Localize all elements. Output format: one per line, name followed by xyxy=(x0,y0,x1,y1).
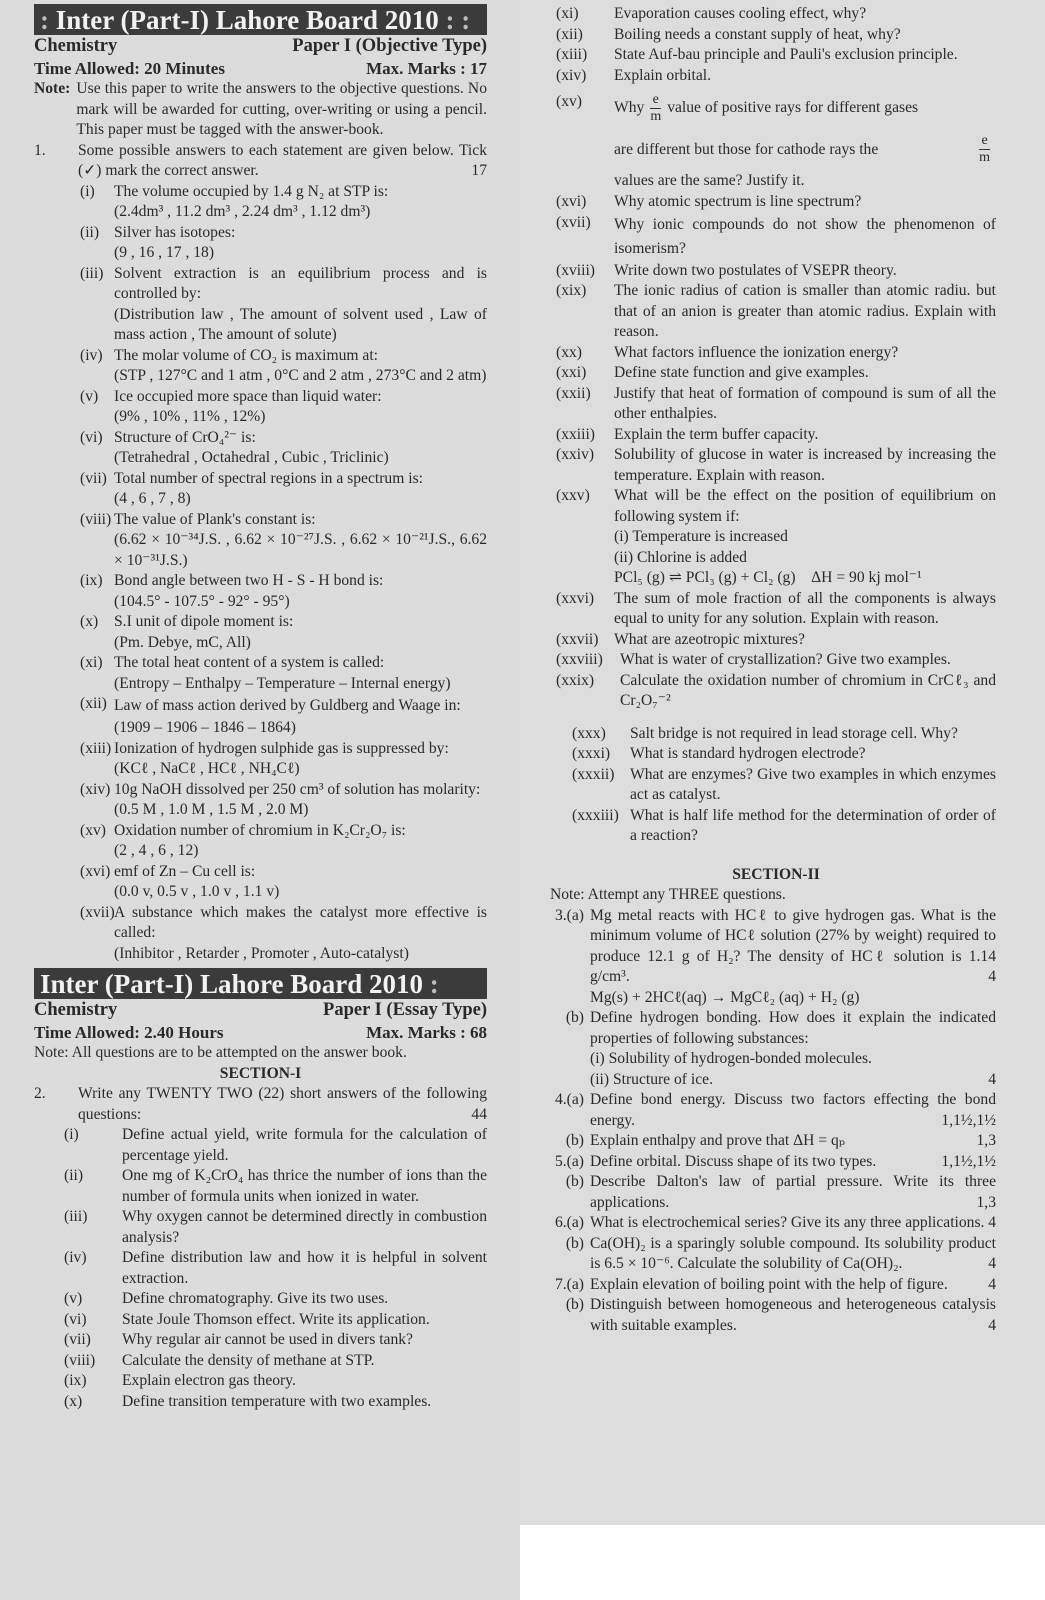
sq-number: (xiii) xyxy=(556,46,588,63)
mcq-stem: The volume occupied by 1.4 g N₂ at STP is: xyxy=(114,182,389,200)
short-question xyxy=(64,1289,487,1310)
sq-text: Calculate the density of methane at STP. xyxy=(122,1351,375,1369)
objective-time: Time Allowed: 20 Minutes xyxy=(34,59,225,78)
lq-body xyxy=(590,1172,996,1213)
lq-number: (b) xyxy=(565,1296,584,1313)
short-question xyxy=(64,1125,487,1166)
lq-marks: 1,3 xyxy=(976,1193,996,1211)
lq-number: 3.(a) xyxy=(554,906,584,924)
short-question xyxy=(64,1371,487,1392)
mcq-number: (v) xyxy=(80,387,99,405)
sq-text: The sum of mole fraction of all the components is always equal to unity for any solution. Explain with reason. xyxy=(614,589,996,627)
mcq-options: (9% , 10% , 11% , 12%) xyxy=(114,408,266,425)
lq-text: What is electrochemical series? Give its any three applications. xyxy=(590,1214,985,1231)
mcq-number: (i) xyxy=(80,182,95,200)
mcq-stem: The value of Plank's constant is: xyxy=(114,510,316,528)
right-column xyxy=(550,4,996,1336)
sq-number: (xxi) xyxy=(556,364,587,381)
lq-marks: 4 xyxy=(988,1275,996,1293)
q1-marks: 17 xyxy=(471,162,487,179)
mcq-list xyxy=(34,182,487,965)
short-question xyxy=(556,589,996,630)
fraction-denominator: m xyxy=(650,109,662,124)
mcq-options: (0.0 v, 0.5 v , 1.0 v , 1.1 v) xyxy=(114,883,280,900)
mcq-item xyxy=(80,428,487,469)
sq-text: Define chromatography. Give its two uses. xyxy=(122,1290,389,1307)
sq-number: (xii) xyxy=(556,25,583,43)
short-question xyxy=(556,384,996,425)
sq-number: (xxxi) xyxy=(572,745,611,762)
mcq-number: (iii) xyxy=(80,264,104,282)
lq-number: 7.(a) xyxy=(554,1275,584,1293)
lq-body xyxy=(590,1234,996,1275)
sq-number: (xxx) xyxy=(572,724,606,742)
lq-text: Explain elevation of boiling point with the help of figure. xyxy=(590,1275,948,1293)
short-question-list-left xyxy=(34,1125,487,1412)
mcq-stem: Bond angle between two H - S - H bond is: xyxy=(114,572,384,589)
long-question xyxy=(544,1234,996,1275)
objective-banner: : Inter (Part-I) Lahore Board 2010 : : xyxy=(34,4,487,35)
sq-number: (v) xyxy=(64,1290,83,1307)
sq-number: (xv) xyxy=(556,93,582,110)
sq-number: (xxix) xyxy=(556,671,595,689)
lq-text: Describe Dalton's law of partial pressure. Write its three applications. xyxy=(590,1173,996,1211)
lq-text: Mg metal reacts with HCℓ to give hydrogen gas. What is the minimum volume of HCℓ solution (27% by weight) required to produce 12.1 g of H₂? The density of HCℓ solution is 1.14 g/cm³. xyxy=(590,906,996,985)
e-over-m-fraction xyxy=(650,92,661,125)
sq-text: Why atomic spectrum is line spectrum? xyxy=(614,193,862,210)
mcq-number: (viii) xyxy=(80,510,112,528)
mcq-options: (1909 – 1906 – 1846 – 1864) xyxy=(114,719,296,736)
sq-number: (xxiv) xyxy=(556,446,595,463)
lq-marks: 4 xyxy=(988,1214,996,1231)
long-question xyxy=(544,1152,996,1173)
mcq-item xyxy=(80,223,487,264)
mcq-options: (9 , 16 , 17 , 18) xyxy=(114,244,215,261)
objective-marks: Max. Marks : 17 xyxy=(366,59,487,78)
mcq-stem: Solvent extraction is an equilibrium process and is controlled by: xyxy=(114,264,487,302)
short-question xyxy=(64,1351,487,1372)
mcq-stem: emf of Zn – Cu cell is: xyxy=(114,862,256,880)
sq-number: (iii) xyxy=(64,1208,88,1225)
short-question xyxy=(64,1248,487,1289)
short-question xyxy=(572,765,996,806)
q1-text xyxy=(78,141,487,182)
q2-marks: 44 xyxy=(471,1105,487,1123)
lq-body xyxy=(590,1213,996,1234)
objective-paper: Paper I (Objective Type) xyxy=(292,36,487,56)
lq-text: Explain enthalpy and prove that ΔH = qₚ xyxy=(590,1132,846,1149)
mcq-stem: Ice occupied more space than liquid water: xyxy=(114,387,382,405)
lq-marks: 4 xyxy=(988,968,996,985)
fraction-numerator: e xyxy=(979,133,990,150)
mcq-options: (Distribution law , The amount of solvent used , Law of mass action , The amount of solute) xyxy=(114,305,487,343)
short-question xyxy=(556,192,996,213)
short-question xyxy=(64,1392,487,1413)
q1-text-content: Some possible answers to each statement are given below. Tick (✓) mark the correct answer. xyxy=(78,141,487,179)
sq-number: (xi) xyxy=(556,5,579,22)
sq-number: (xxviii) xyxy=(556,651,603,668)
lq-number: (b) xyxy=(565,1234,584,1252)
sq-text: Evaporation causes cooling effect, why? xyxy=(614,5,867,22)
sq-text xyxy=(614,486,996,589)
mcq-options: (STP , 127°C and 1 atm , 0°C and 2 atm , 273°C and 2 atm) xyxy=(114,367,487,384)
mcq-stem: The total heat content of a system is called: xyxy=(114,654,385,671)
lq-number: (b) xyxy=(565,1173,584,1190)
mcq-number: (x) xyxy=(80,613,99,630)
lq-text: Distinguish between homogeneous and heterogeneous catalysis with suitable examples. xyxy=(590,1296,996,1334)
objective-subject: Chemistry xyxy=(34,36,118,56)
note-text: Use this paper to write the answers to the objective questions. No mark will be awarded for cutting, over-writing or using a pencil. This paper must be tagged with the answer-book. xyxy=(76,80,487,138)
essay-time-row xyxy=(34,1022,487,1043)
essay-banner-text: Inter (Part-I) Lahore Board 2010 xyxy=(40,969,423,999)
mcq-number: (xv) xyxy=(80,821,106,839)
mcq-number: (xii) xyxy=(80,695,107,712)
mcq-options: (Pm. Debye, mC, All) xyxy=(114,633,251,651)
short-question xyxy=(556,281,996,343)
mcq-item xyxy=(80,739,487,780)
sq-number: (xviii) xyxy=(556,261,595,279)
sq-text: What factors influence the ionization energy? xyxy=(614,343,899,361)
sq-text: Write down two postulates of VSEPR theory. xyxy=(614,261,897,279)
long-question xyxy=(544,1172,996,1213)
lq-sub2-row xyxy=(590,1070,996,1091)
objective-banner-text: Inter (Part-I) Lahore Board 2010 xyxy=(55,5,439,35)
lq-body xyxy=(590,1152,996,1173)
lq-body xyxy=(590,1295,996,1336)
sq-number: (xxiii) xyxy=(556,425,595,443)
sq-text: What is half life method for the determination of order of a reaction? xyxy=(630,806,996,844)
short-question xyxy=(556,261,996,282)
note-label: Note: xyxy=(34,80,71,97)
sq-number: (vi) xyxy=(64,1310,87,1328)
mcq-options: (0.5 M , 1.0 M , 1.5 M , 2.0 M) xyxy=(114,801,309,818)
lq-body xyxy=(590,906,996,1009)
section-1-title: SECTION-I xyxy=(219,1064,302,1082)
long-question xyxy=(544,1275,996,1296)
section-2-title: SECTION-II xyxy=(732,865,820,883)
lq-body xyxy=(590,1131,996,1152)
lq-sub2: (ii) Structure of ice. xyxy=(590,1070,713,1088)
e-over-m-fraction xyxy=(979,133,990,166)
mcq-item xyxy=(80,510,487,572)
lq-marks: 4 xyxy=(988,1316,996,1334)
q2-number: 2. xyxy=(34,1085,46,1102)
mcq-number: (xvii) xyxy=(80,903,115,921)
short-question xyxy=(572,806,996,847)
short-question-list-right xyxy=(556,4,996,847)
lq-text: Ca(OH)₂ is a sparingly soluble compound. Its solubility product is 6.5 × 10⁻⁶. Calculate the solubility of Ca(OH)₂. xyxy=(590,1234,996,1272)
sq-text: Define transition temperature with two examples. xyxy=(122,1392,432,1410)
mcq-stem: 10g NaOH dissolved per 250 cm³ of solution has molarity: xyxy=(114,780,481,798)
q2-text-content: Write any TWENTY TWO (22) short answers of the following questions: xyxy=(78,1085,487,1123)
sq-text: Explain electron gas theory. xyxy=(122,1372,296,1389)
sq-number: (vii) xyxy=(64,1331,91,1348)
objective-note xyxy=(34,79,487,141)
essay-paper: Paper I (Essay Type) xyxy=(323,1000,487,1020)
mcq-number: (ii) xyxy=(80,223,100,241)
long-question-list xyxy=(544,906,996,1337)
sq-number: (xx) xyxy=(556,343,582,361)
sq-text: Explain the term buffer capacity. xyxy=(614,425,819,443)
objective-time-row xyxy=(34,58,487,79)
short-question xyxy=(556,650,996,671)
short-question xyxy=(64,1166,487,1207)
q25-text: What will be the effect on the position of equilibrium on following system if: xyxy=(614,487,996,525)
fraction-numerator: e xyxy=(650,92,661,109)
sq-number: (viii) xyxy=(64,1351,96,1369)
lq-text: Define bond energy. Discuss two factors effecting the bond energy. xyxy=(590,1091,996,1129)
mcq-options: (104.5° - 107.5° - 92° - 95°) xyxy=(114,592,290,610)
sq-text: One mg of K₂CrO₄ has thrice the number of ions than the number of formula units when ionized in water. xyxy=(122,1167,487,1205)
mcq-stem: Ionization of hydrogen sulphide gas is suppressed by: xyxy=(114,739,449,757)
fraction-denominator: m xyxy=(979,150,990,165)
q15-part4: values are the same? Justify it. xyxy=(614,172,805,189)
lq-marks: 1,1½,1½ xyxy=(941,1111,996,1129)
mcq-number: (ix) xyxy=(80,572,103,589)
short-question-25 xyxy=(556,486,996,589)
long-question xyxy=(544,906,996,1009)
long-question xyxy=(544,1008,996,1090)
mcq-number: (xiii) xyxy=(80,739,112,757)
lq-marks: 1,1½,1½ xyxy=(941,1152,996,1170)
essay-time: Time Allowed: 2.40 Hours xyxy=(34,1023,224,1042)
q2-text xyxy=(78,1084,487,1125)
sq-text: Calculate the oxidation number of chromium in CrCℓ₃ and Cr₂O₇⁻² xyxy=(620,671,996,709)
short-question-list-right-lower xyxy=(556,724,996,847)
lq-number: 5.(a) xyxy=(554,1152,584,1170)
mcq-stem: Law of mass action derived by Guldberg and Waage in: xyxy=(114,697,461,714)
mcq-item xyxy=(80,469,487,510)
mcq-options: (2.4dm³ , 11.2 dm³ , 2.24 dm³ , 1.12 dm³) xyxy=(114,203,371,220)
sq-text: Why oxygen cannot be determined directly in combustion analysis? xyxy=(122,1208,487,1246)
mcq-stem: Silver has isotopes: xyxy=(114,223,236,241)
short-question xyxy=(556,363,996,384)
lq-number: 4.(a) xyxy=(554,1091,584,1108)
question-2 xyxy=(34,1084,487,1125)
mcq-number: (iv) xyxy=(80,346,103,364)
lq-number: (b) xyxy=(565,1132,584,1149)
short-question xyxy=(556,671,996,712)
short-question-15 xyxy=(556,92,996,192)
mcq-item xyxy=(80,903,487,965)
sq-number: (xiv) xyxy=(556,66,587,84)
lq-marks: 4 xyxy=(988,1070,996,1088)
question-1 xyxy=(34,141,487,182)
sq-number: (ix) xyxy=(64,1372,87,1389)
lq-body xyxy=(590,1008,996,1090)
long-question xyxy=(544,1213,996,1234)
short-question xyxy=(572,744,996,765)
mcq-stem: Total number of spectral regions in a spectrum is: xyxy=(114,469,423,487)
sq-text: Salt bridge is not required in lead storage cell. Why? xyxy=(630,724,958,742)
short-question xyxy=(556,66,996,87)
left-column xyxy=(34,4,487,1412)
sq-text: What are azeotropic mixtures? xyxy=(614,630,805,648)
lq-text: Define orbital. Discuss shape of its two types. xyxy=(590,1152,877,1170)
lq-body xyxy=(590,1275,996,1296)
q1-number: 1. xyxy=(34,141,46,159)
short-question xyxy=(64,1310,487,1331)
mcq-number: (vi) xyxy=(80,428,103,446)
long-question xyxy=(544,1090,996,1131)
mcq-item xyxy=(80,264,487,346)
mcq-number: (vii) xyxy=(80,469,107,487)
sq-number: (xvi) xyxy=(556,193,587,210)
q15-part2: value of positive rays for different gases xyxy=(667,99,919,117)
sq-text: Why ionic compounds do not show the phenomenon of isomerism? xyxy=(614,215,996,257)
mcq-item xyxy=(80,780,487,821)
mcq-stem: Structure of CrO₄²⁻ is: xyxy=(114,428,256,446)
sq-number: (xxvii) xyxy=(556,630,599,648)
q25-sub2: (ii) Chlorine is added xyxy=(614,548,747,566)
mcq-options: (Entropy – Enthalpy – Temperature – Internal energy) xyxy=(114,674,451,692)
mcq-stem: A substance which makes the catalyst more effective is called: xyxy=(114,903,487,941)
mcq-options: (6.62 × 10⁻³⁴J.S. , 6.62 × 10⁻²⁷J.S. , 6.62 × 10⁻²¹J.S., 6.62 × 10⁻³¹J.S.) xyxy=(114,531,487,569)
short-question xyxy=(556,425,996,446)
lq-marks: 4 xyxy=(988,1255,996,1272)
sq-text: Explain orbital. xyxy=(614,66,712,84)
mcq-item xyxy=(80,653,487,694)
sq-text: Define actual yield, write formula for the calculation of percentage yield. xyxy=(122,1126,487,1164)
mcq-options: (4 , 6 , 7 , 8) xyxy=(114,490,191,507)
essay-banner: Inter (Part-I) Lahore Board 2010 : xyxy=(34,968,487,999)
lq-marks: 1,3 xyxy=(976,1132,996,1149)
sq-text: What is water of crystallization? Give two examples. xyxy=(620,651,951,668)
long-question xyxy=(544,1131,996,1152)
mcq-item xyxy=(80,821,487,862)
mcq-options: (Inhibitor , Retarder , Promoter , Auto-catalyst) xyxy=(114,944,409,962)
mcq-item xyxy=(80,387,487,428)
short-question xyxy=(572,724,996,745)
sq-number: (i) xyxy=(64,1126,79,1143)
short-question xyxy=(556,343,996,364)
short-question xyxy=(556,445,996,486)
sq-text: What is standard hydrogen electrode? xyxy=(630,745,866,762)
mcq-options: (KCℓ , NaCℓ , HCℓ , NH₄Cℓ) xyxy=(114,760,300,777)
essay-subject-row xyxy=(34,999,487,1022)
essay-note: Note: All questions are to be attempted on the answer book. xyxy=(34,1044,407,1061)
sq-number: (xxii) xyxy=(556,384,591,402)
short-question xyxy=(556,4,996,25)
lq-text: Define hydrogen bonding. How does it explain the indicated properties of following substances: xyxy=(590,1009,996,1047)
short-question xyxy=(556,213,996,261)
sq-text: The ionic radius of cation is smaller than atomic radiu. but that of an anion is greater than atomic radius. Explain with reason. xyxy=(614,282,996,340)
mcq-number: (xiv) xyxy=(80,780,111,798)
short-question xyxy=(556,630,996,651)
sq-text: Why regular air cannot be used in divers tank? xyxy=(122,1331,413,1348)
short-question xyxy=(64,1207,487,1248)
q15-part1: Why xyxy=(614,99,645,117)
mcq-stem: Oxidation number of chromium in K₂Cr₂O₇ is: xyxy=(114,821,406,839)
lq-equation: Mg(s) + 2HCℓ(aq) → MgCℓ₂ (aq) + H₂ (g) xyxy=(590,988,860,1006)
mcq-item xyxy=(80,346,487,387)
mcq-options: (2 , 4 , 6 , 12) xyxy=(114,842,199,859)
sq-text: State Joule Thomson effect. Write its application. xyxy=(122,1310,430,1328)
mcq-item xyxy=(80,612,487,653)
essay-marks: Max. Marks : 68 xyxy=(366,1023,487,1042)
section-2-note: Note: Attempt any THREE questions. xyxy=(550,886,786,903)
sq-number: (ii) xyxy=(64,1167,84,1184)
short-question xyxy=(64,1330,487,1351)
sq-text: Define state function and give examples. xyxy=(614,364,869,381)
sq-text: Boiling needs a constant supply of heat, why? xyxy=(614,25,901,43)
mcq-item xyxy=(80,862,487,903)
lq-body xyxy=(590,1090,996,1131)
sq-text: Justify that heat of formation of compound is sum of all the other enthalpies. xyxy=(614,384,996,422)
sq-text: Solubility of glucose in water is increased by increasing the temperature. Explain with reason. xyxy=(614,446,996,484)
mcq-stem: S.I unit of dipole moment is: xyxy=(114,613,294,630)
lq-number: (b) xyxy=(565,1009,584,1026)
sq-number: (iv) xyxy=(64,1249,87,1266)
mcq-item xyxy=(80,694,487,739)
mcq-number: (xi) xyxy=(80,654,103,671)
sq-number: (xix) xyxy=(556,282,587,299)
q15-part3: are different but those for cathode rays the xyxy=(614,140,879,158)
short-question xyxy=(556,45,996,66)
mcq-number: (xvi) xyxy=(80,862,111,880)
long-question xyxy=(544,1295,996,1336)
sq-text: Define distribution law and how it is helpful in solvent extraction. xyxy=(122,1249,487,1287)
sq-number: (xxv) xyxy=(556,487,590,504)
mcq-options: (Tetrahedral , Octahedral , Cubic , Triclinic) xyxy=(114,449,389,466)
mcq-item xyxy=(80,182,487,223)
sq-number: (xvii) xyxy=(556,213,591,231)
sq-number: (xxvi) xyxy=(556,589,595,607)
sq-text: What are enzymes? Give two examples in which enzymes act as catalyst. xyxy=(630,765,996,803)
sq-number: (xxxiii) xyxy=(572,806,619,824)
sq-text: State Auf-bau principle and Pauli's exclusion principle. xyxy=(614,46,958,63)
objective-subject-row xyxy=(34,35,487,58)
lq-number: 6.(a) xyxy=(554,1214,584,1231)
mcq-item xyxy=(80,571,487,612)
q25-sub1: (i) Temperature is increased xyxy=(614,528,788,545)
lq-sub1: (i) Solubility of hydrogen-bonded molecules. xyxy=(590,1050,872,1067)
essay-subject: Chemistry xyxy=(34,1000,118,1020)
sq-number: (xxxii) xyxy=(572,765,615,783)
q25-equation: PCl₅ (g) ⇌ PCl₃ (g) + Cl₂ (g) ΔH = 90 kj mol⁻¹ xyxy=(614,569,922,586)
short-question xyxy=(556,25,996,46)
mcq-stem: The molar volume of CO₂ is maximum at: xyxy=(114,346,378,364)
sq-number: (x) xyxy=(64,1392,83,1410)
sq-text xyxy=(614,92,996,192)
